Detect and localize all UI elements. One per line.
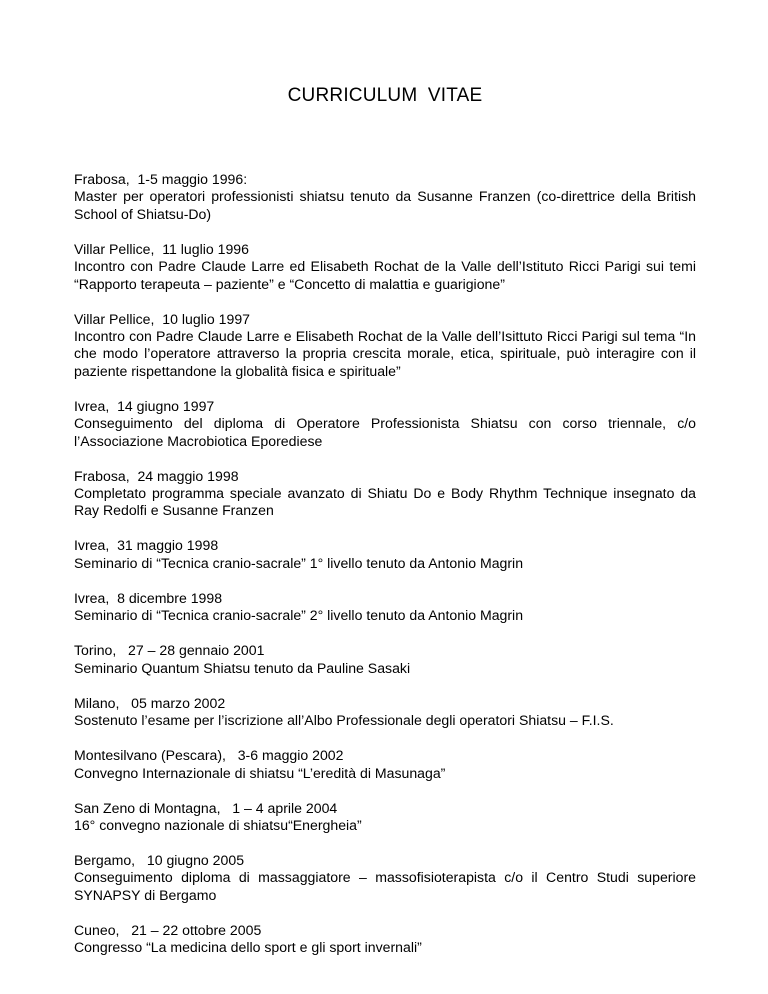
entry (74, 241, 696, 293)
entry-place-date: Frabosa, 1-5 maggio 1996: (74, 171, 248, 187)
entry (74, 695, 696, 730)
entry-description: Incontro con Padre Claude Larre ed Elisabeth Rochat de la Valle dell’Istituto Ricci Parigi sui temi “Rapporto terapeuta – paziente” e “Concetto di malattia e guarigione” (74, 258, 696, 292)
entry-place-date: Torino, 27 – 28 gennaio 2001 (74, 642, 265, 659)
entry-place-date: Milano, 05 marzo 2002 (74, 694, 226, 711)
entry-description: Conseguimento del diploma di Operatore Professionista Shiatsu con corso triennale, c/o l’Associazione Macrobiotica Eporediese (74, 415, 696, 449)
entry-place-date: Cuneo, 21 – 22 ottobre 2005 (74, 921, 262, 938)
entry (74, 922, 696, 957)
entry-description: Sostenuto l’esame per l’iscrizione all’Albo Professionale degli operatori Shiatsu – F.I.S. (74, 712, 614, 729)
entry-place-date: San Zeno di Montagna, 1 – 4 aprile 2004 (74, 799, 338, 816)
entry-place-date: Ivrea, 14 giugno 1997 (74, 397, 215, 414)
entry (74, 171, 696, 223)
entry-place-date: Ivrea, 8 dicembre 1998 (74, 589, 223, 606)
entry (74, 537, 696, 572)
entry-description: Congresso “La medicina dello sport e gli sport invernali” (74, 939, 422, 956)
entry-place-date: Villar Pellice, 10 luglio 1997 (74, 310, 251, 327)
entry-place-date: Villar Pellice, 11 luglio 1996 (74, 240, 249, 257)
entry (74, 800, 696, 835)
entry (74, 590, 696, 625)
page-title: CURRICULUM VITAE (287, 85, 483, 106)
entry (74, 468, 696, 520)
entry (74, 642, 696, 677)
entry (74, 747, 696, 782)
entry-description: Seminario di “Tecnica cranio-sacrale” 2° livello tenuto da Antonio Magrin (74, 607, 524, 624)
entry-description: Incontro con Padre Claude Larre e Elisabeth Rochat de la Valle dell’Isittuto Ricci Parigi sul tema “In che modo l’operatore attraverso la propria crescita morale, etica, spirituale, può interagire con il paziente rispettandone la globalità fisica e spirituale” (74, 328, 696, 379)
entry-description: Convegno Internazionale di shiatsu “L’eredità di Masunaga” (74, 764, 446, 781)
entry-description: Conseguimento diploma di massaggiatore – massofisioterapista c/o il Centro Studi superiore SYNAPSY di Bergamo (74, 869, 696, 903)
entry (74, 311, 696, 381)
entry-place-date: Frabosa, 24 maggio 1998 (74, 467, 239, 484)
entry-place-date: Montesilvano (Pescara), 3-6 maggio 2002 (74, 747, 344, 764)
entry-description: 16° convegno nazionale di shiatsu“Energheia” (74, 816, 362, 833)
entry (74, 852, 696, 904)
entry-place-date: Bergamo, 10 giugno 2005 (74, 851, 245, 868)
entry-description: Master per operatori professionisti shiatsu tenuto da Susanne Franzen (co-direttrice della British School of Shiatsu-Do) (74, 188, 696, 222)
entry-place-date: Ivrea, 31 maggio 1998 (74, 537, 219, 554)
entry-description: Seminario Quantum Shiatsu tenuto da Pauline Sasaki (74, 659, 411, 676)
entry-description: Completato programma speciale avanzato di Shiatu Do e Body Rhythm Technique insegnato da Ray Redolfi e Susanne Franzen (74, 485, 696, 519)
entry-description: Seminario di “Tecnica cranio-sacrale” 1° livello tenuto da Antonio Magrin (74, 554, 524, 571)
entry-list (74, 171, 696, 957)
entry (74, 398, 696, 450)
